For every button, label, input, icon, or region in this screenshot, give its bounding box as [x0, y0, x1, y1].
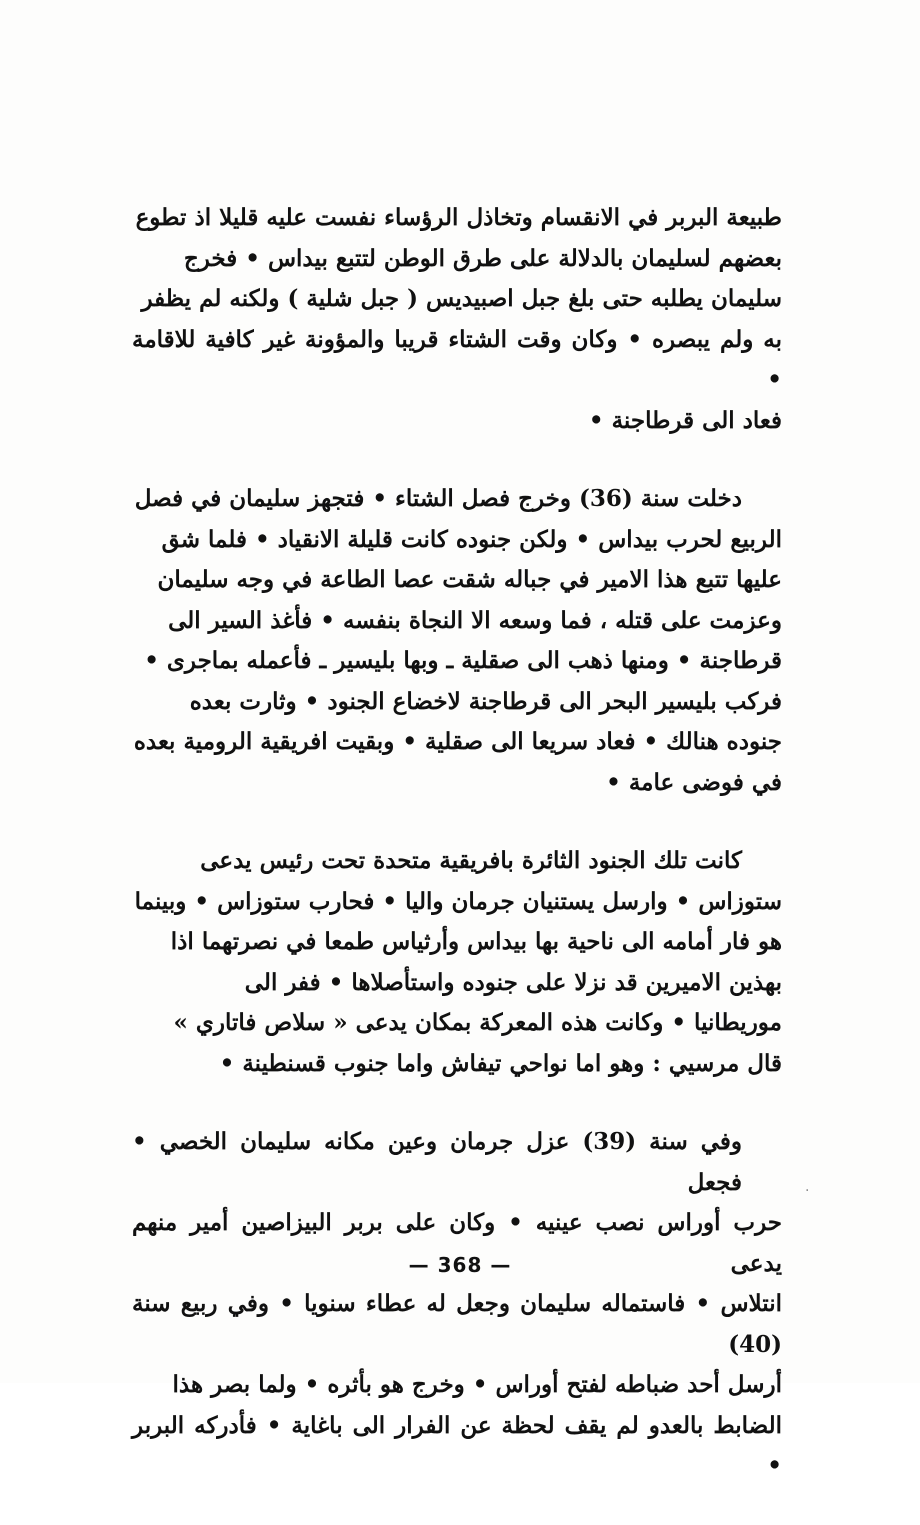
text-line: حرب أوراس نصب عينيه • وكان على بربر البيزاصين أمير منهم يدعى: [132, 1209, 782, 1277]
text-line: هو فار أمامه الى ناحية بها بيداس وأرثياس طمعا في نصرتهما اذا: [170, 928, 782, 955]
text-line: بعضهم لسليمان بالدلالة على طرق الوطن لتتبع بيداس • فخرج: [183, 244, 782, 272]
text-line: سليمان يطلبه حتى بلغ جبل اصبيديس ( جبل شلية ) ولكنه لم يظفر: [141, 285, 782, 312]
text-line: في فوضى عامة •: [606, 768, 782, 796]
text-line: قال مرسيي : وهو اما نواحي تيفاش واما جنوب قسنطينة •: [219, 1049, 782, 1077]
paragraph-1: [132, 198, 782, 441]
text-line: جنوده هنالك • فعاد سريعا الى صقلية • وبقيت افريقية الرومية بعده: [133, 728, 782, 755]
text-line: فعاد الى قرطاجنة •: [588, 406, 782, 434]
paragraph-3: [132, 841, 782, 1084]
text-line: الربيع لحرب بيداس • ولكن جنوده كانت قليلة الانقياد • فلما شق: [161, 525, 782, 553]
text-line: كانت تلك الجنود الثائرة بافريقية متحدة تحت رئيس يدعى: [200, 847, 742, 874]
text-line: الضابط بالعدو لم يقف لحظة عن الفرار الى باغاية • فأدركه البربر •: [132, 1411, 782, 1479]
text-line: عليها تتبع هذا الامير في جباله شقت عصا الطاعة في وجه سليمان: [157, 566, 782, 593]
text-line: فركب بليسير البحر الى قرطاجنة لاخضاع الجنود • وثارت بعده: [189, 687, 782, 715]
text-line: وفي سنة (39) عزل جرمان وعين مكانه سليمان الخصي • فجعل: [132, 1128, 742, 1196]
text-line: أرسل أحد ضباطه لفتح أوراس • وخرج هو بأثره • ولما بصر هذا: [172, 1371, 782, 1398]
text-line: انتلاس • فاستماله سليمان وجعل له عطاء سنويا • وفي ربيع سنة (40): [132, 1290, 782, 1358]
paragraph-4: [132, 1122, 782, 1487]
text-line: قرطاجنة • ومنها ذهب الى صقلية ـ وبها بليسير ـ فأعمله بماجرى •: [144, 647, 782, 674]
text-line: موريطانيا • وكانت هذه المعركة بمكان يدعى « سلاص فاتاري »: [173, 1009, 782, 1036]
margin-speck: ·: [805, 1183, 810, 1199]
page-number: — 368 —: [408, 1253, 512, 1277]
text-line: به ولم يبصره • وكان وقت الشتاء قريبا والمؤونة غير كافية للاقامة •: [132, 325, 782, 393]
text-line: ستوزاس • وارسل يستنيان جرمان واليا • فحارب ستوزاس • وبينما: [134, 887, 782, 915]
text-line: طبيعة البربر في الانقسام وتخاذل الرؤساء نفست عليه قليلا اذ تطوع: [135, 204, 782, 231]
paragraph-2: [132, 479, 782, 803]
text-line: دخلت سنة (36) وخرج فصل الشتاء • فتجهز سليمان في فصل: [134, 485, 742, 512]
text-line: وعزمت على قتله ، فما وسعه الا النجاة بنفسه • فأغذ السير الى: [168, 606, 782, 634]
body-text: [132, 198, 782, 1525]
text-line: بهذين الاميرين قد نزلا على جنوده واستأصلاها • ففر الى: [244, 968, 782, 996]
